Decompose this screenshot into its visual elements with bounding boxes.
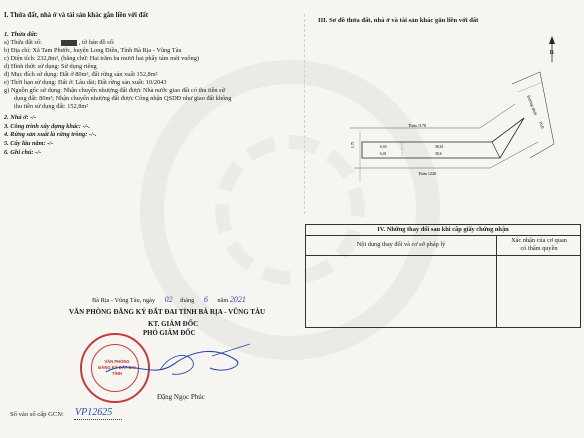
sign-day: 02: [164, 295, 173, 304]
page-divider: [304, 14, 305, 214]
deputy-director-label: PHÓ GIÁM ĐỐC: [143, 330, 196, 337]
year-label: năm: [217, 297, 229, 304]
handwritten-signature: [100, 340, 260, 390]
side-dimension: 10,0: [538, 120, 546, 130]
changes-table: [305, 224, 581, 328]
registry-underline: [74, 419, 122, 420]
origin-line-2: dụng đất: 80m²; Nhận chuyển nhượng đất được Công nhận QSDĐ như giao đất không: [14, 95, 232, 102]
construction-line: 3. Công trình xây dựng khác: -/-.: [4, 123, 90, 130]
area-line: c) Diện tích: 232,8m², (bằng chữ: Hai trăm ba mươi hai phẩy tám mét vuông): [4, 55, 199, 62]
registry-label: Số vào sổ cấp GCN:: [10, 411, 64, 418]
place-date-line: [92, 296, 246, 305]
usage-form-line: d) Hình thức sử dụng: Sử dụng riêng: [4, 63, 97, 70]
sign-month: 6: [203, 295, 208, 304]
usage-term-line: e) Thời hạn sử dụng: Đất ở: Lâu dài; Đất rừng sản xuất: 10/2043: [4, 79, 167, 86]
parcel-top-label: Thửa 1170: [408, 123, 427, 128]
section3-title: III. Sơ đồ thửa đất, nhà ở và tài sản khác gắn liền với đất: [318, 17, 479, 24]
table-column-divider: [496, 255, 497, 327]
on-behalf-label: KT. GIÁM ĐỐC: [148, 320, 199, 328]
place-date-label: Bà Rịa - Vũng Tàu, ngày: [92, 297, 156, 304]
forest-line: 4. Rừng sản xuất là rừng trồng: -/-.: [4, 131, 97, 138]
registry-number: VP12625: [75, 407, 113, 418]
parcel-bottom-label: Thửa 1220: [418, 171, 437, 176]
north-label: B: [549, 49, 554, 56]
land-title: 1. Thửa đất:: [4, 31, 38, 38]
changes-col-content: Nội dung thay đổi và cơ sở pháp lý: [306, 235, 497, 255]
dimension-2: 38,61: [435, 145, 444, 149]
signer-name: Đặng Ngọc Phúc: [157, 393, 205, 401]
changes-col-confirmation: [497, 237, 581, 253]
trees-line: 5. Cây lâu năm: -/-: [4, 140, 54, 147]
house-line: 2. Nhà ở: -/-: [4, 114, 37, 121]
section4-title: IV. Những thay đổi sau khi cấp giấy chứng nhận: [306, 225, 580, 236]
address-line: b) Địa chỉ: Xã Tam Phước, huyện Long Điền, Tỉnh Bà Rịa - Vũng Tàu: [4, 47, 182, 54]
confirmation-header-line-2: có thẩm quyền: [520, 245, 558, 252]
confirmation-header-line-1: Xác nhận của cơ quan: [511, 237, 567, 244]
parcel-number-label: a) Thửa đất số:: [4, 39, 42, 46]
map-sheet-label: , tờ bản đồ số:: [78, 39, 115, 46]
svg-text:1,75: 1,75: [351, 141, 355, 148]
parcel-number-line: [4, 39, 115, 47]
issuing-office: VĂN PHÒNG ĐĂNG KÝ ĐẤT ĐAI TỈNH BÀ RỊA - VŨNG TÀU: [69, 308, 266, 316]
dimension-4: 38,6: [435, 152, 442, 156]
month-label: tháng: [180, 297, 195, 304]
notes-line: 6. Ghi chú: -/-: [4, 149, 42, 156]
seal-text-3: TỈNH: [112, 371, 122, 376]
dimension-3: 6,01: [380, 152, 387, 156]
seal-text-2: ĐĂNG KÝ ĐẤT ĐAI: [98, 365, 136, 370]
origin-line-3: thu tiền sử dụng đất: 152,8m²: [14, 103, 89, 110]
parcel-diagram: [340, 32, 580, 192]
section1-title: I. Thửa đất, nhà ở và tài sản khác gắn liền với đất: [4, 12, 149, 19]
usage-purpose-line: đ) Mục đích sử dụng: Đất ở 80m², đất rừng sản xuất 152,8m²: [4, 71, 158, 78]
sign-year: 2021: [229, 295, 246, 304]
seal-text-1: VĂN PHÒNG: [104, 359, 130, 364]
dimension-1: 6,03: [380, 145, 387, 149]
redacted-parcel-number: [61, 40, 77, 46]
origin-line-1: g) Nguồn gốc sử dụng: Nhận chuyển nhượng đất được Nhà nước giao đất có thu tiền sử: [4, 87, 225, 94]
changes-table-header: [306, 235, 580, 256]
road-label: Đường nhựa: [526, 94, 539, 116]
